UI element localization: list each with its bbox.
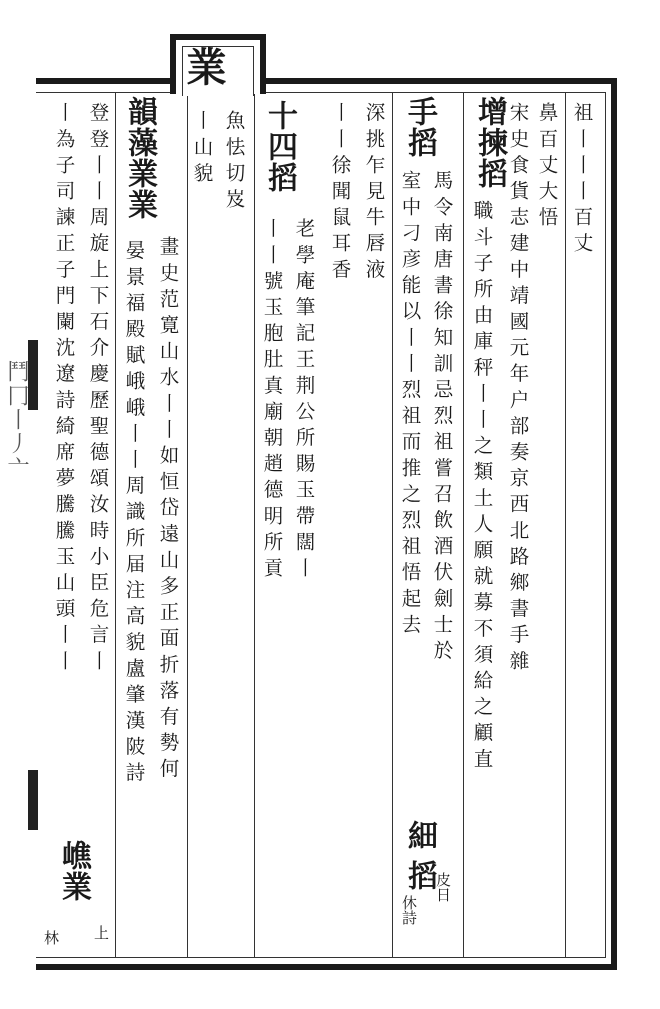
- text-column-11: 魚怯切岌: [222, 110, 246, 215]
- edge-glyphs: 鬥冂丨丿亠: [4, 360, 29, 480]
- text-column-9: 老學庵筆記王荆公所賜玉帶闊丨: [292, 218, 316, 584]
- entry-heading: 手搯: [402, 96, 437, 158]
- text-column-7: 深挑乍見牛唇液: [362, 102, 386, 285]
- column-divider: [463, 92, 464, 958]
- entry-heading: 韻藻業業: [122, 96, 157, 220]
- text-column-14: 晏景福殿賦峨峨丨丨周識所届注高貌盧肇漢陂詩: [122, 240, 146, 789]
- column-divider: [392, 92, 393, 958]
- entry-heading: 搯: [402, 860, 437, 891]
- text-column-3: 宋史食貨志建中靖國元年户部奏京西北路鄉書手雜: [506, 102, 530, 677]
- text-column-13: 畫史范寛山水丨丨如恒岱遠山多正面折落有勢何: [156, 236, 180, 785]
- annotation-note: 休詩: [400, 895, 418, 925]
- annotation-note: 皮日: [434, 872, 452, 902]
- column-divider: [565, 92, 566, 958]
- text-column-12: 丨山貌: [190, 110, 214, 189]
- entry-heading: 細: [402, 820, 437, 851]
- text-column-4: 職斗子所由庫秤丨丨之類土人願就募不須給之顧直: [470, 200, 494, 775]
- entry-heading: 增揀搯: [472, 96, 507, 189]
- text-column-8: 丨丨徐聞鼠耳香: [328, 102, 352, 285]
- text-column-10: 丨丨號玉胞肚真廟朝趙德明所貢: [260, 218, 284, 584]
- text-column-6: 室中刁彦能以丨丨烈祖而推之烈祖悟起去: [398, 170, 422, 640]
- annotation-note: 上: [92, 925, 110, 940]
- text-column-1: 祖丨丨丨百丈: [570, 102, 594, 259]
- entry-heading: 嶕業: [56, 840, 91, 902]
- text-column-5: 馬令南唐書徐知訓忌烈祖嘗召飲酒伏劍士於: [430, 170, 454, 666]
- column-divider: [187, 92, 188, 958]
- text-column-2: 鼻百丈大悟: [535, 102, 559, 233]
- text-column-15: 登登丨丨周旋上下石介慶歷聖德頌汝時小臣危言丨: [86, 102, 110, 677]
- edge-mark: [28, 770, 38, 830]
- column-divider: [254, 92, 255, 958]
- entry-heading: 十四搯: [262, 100, 297, 193]
- column-divider: [115, 92, 116, 958]
- tab-title: 業: [180, 46, 227, 86]
- text-column-16: 丨為子司諫正子門闌沈遼詩綺席夢騰騰玉山頭丨丨: [52, 102, 76, 677]
- annotation-note: 林: [42, 930, 60, 945]
